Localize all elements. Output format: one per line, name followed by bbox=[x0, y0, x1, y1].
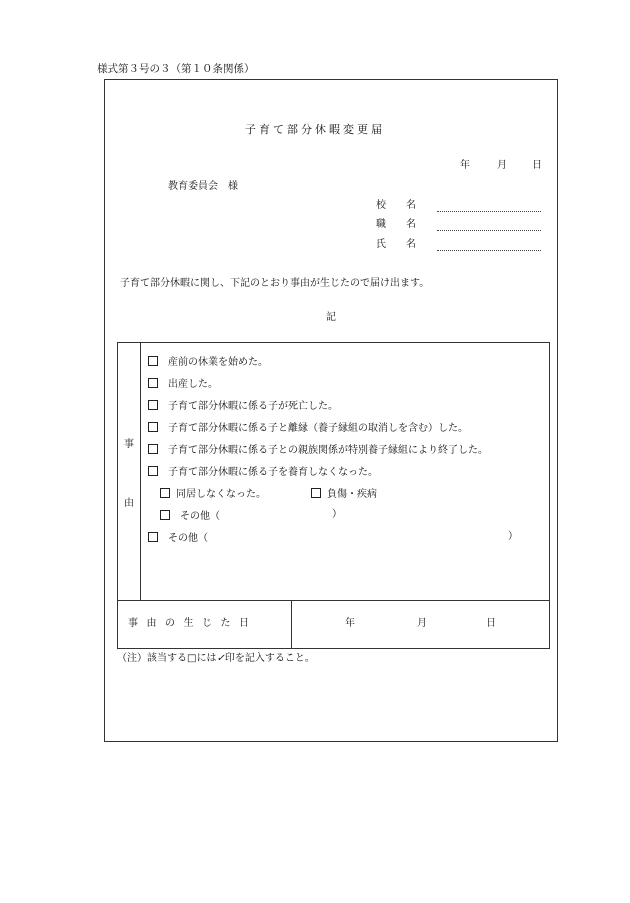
occurrence-label: 事由の生じた日 bbox=[128, 618, 258, 629]
option-label-5: 子育て部分休暇に係る子との親族関係が特別養子縁組により終了した。 bbox=[168, 445, 488, 456]
option-checkbox-1[interactable] bbox=[148, 356, 158, 366]
sub-option-injury[interactable] bbox=[311, 488, 377, 500]
name-field[interactable] bbox=[437, 250, 541, 251]
option-label-other-close: ） bbox=[508, 531, 518, 542]
option-row-other[interactable] bbox=[148, 532, 208, 544]
sub-checkbox-injury[interactable] bbox=[311, 488, 321, 498]
option-row-6[interactable] bbox=[148, 466, 378, 478]
option-checkbox-2[interactable] bbox=[148, 378, 158, 388]
sub-checkbox-other[interactable] bbox=[160, 510, 170, 520]
lead-text: 子育て部分休暇に関し、下記のとおり事由が生じたので届け出ます。 bbox=[120, 278, 430, 289]
option-checkbox-3[interactable] bbox=[148, 400, 158, 410]
form-title: 子育て部分休暇変更届 bbox=[245, 123, 385, 136]
occurrence-month-label: 月 bbox=[417, 618, 427, 629]
option-row-3[interactable] bbox=[148, 400, 338, 412]
option-label-other-open: その他（ bbox=[168, 533, 208, 544]
option-label-2: 出産した。 bbox=[168, 379, 218, 390]
option-row-5[interactable] bbox=[148, 444, 488, 456]
school-name-label: 校 名 bbox=[376, 200, 416, 211]
option-label-4: 子育て部分休暇に係る子と離縁（養子縁組の取消しを含む）した。 bbox=[168, 423, 468, 434]
option-checkbox-other[interactable] bbox=[148, 532, 158, 542]
sub-option-other[interactable] bbox=[160, 510, 220, 522]
note-prefix: （注）該当する□には bbox=[117, 653, 217, 664]
option-checkbox-5[interactable] bbox=[148, 444, 158, 454]
occurrence-day-label: 日 bbox=[486, 618, 496, 629]
note bbox=[117, 654, 315, 664]
sub-label-other-open: その他（ bbox=[180, 511, 220, 522]
note-suffix: 印を記入すること。 bbox=[224, 653, 315, 664]
option-row-4[interactable] bbox=[148, 422, 468, 434]
name-label: 氏 名 bbox=[376, 239, 416, 250]
school-name-field[interactable] bbox=[437, 211, 541, 212]
sub-checkbox-cohabit[interactable] bbox=[160, 488, 170, 498]
sub-option-cohabit[interactable] bbox=[160, 488, 266, 500]
option-row-2[interactable] bbox=[148, 378, 218, 390]
occurrence-column-divider bbox=[291, 600, 292, 649]
check-mark-icon: ✓ bbox=[216, 653, 225, 664]
option-checkbox-6[interactable] bbox=[148, 466, 158, 476]
option-row-1[interactable] bbox=[148, 356, 268, 368]
reason-column-divider bbox=[140, 342, 141, 600]
reason-label-char-1: 事 bbox=[124, 439, 134, 450]
ki-heading: 記 bbox=[326, 312, 336, 323]
position-label: 職 名 bbox=[376, 219, 416, 230]
form-code: 様式第３号の３（第１０条関係） bbox=[97, 63, 255, 75]
occurrence-year-label: 年 bbox=[345, 618, 355, 629]
sub-label-injury: 負傷・疾病 bbox=[327, 489, 377, 500]
option-label-3: 子育て部分休暇に係る子が死亡した。 bbox=[168, 401, 338, 412]
date-year-label: 年 bbox=[460, 160, 470, 171]
reason-label-char-2: 由 bbox=[124, 498, 134, 509]
reason-row-divider bbox=[117, 600, 550, 601]
option-label-6: 子育て部分休暇に係る子を養育しなくなった。 bbox=[168, 467, 378, 478]
option-label-1: 産前の休業を始めた。 bbox=[168, 357, 268, 368]
addressee: 教育委員会 様 bbox=[168, 181, 238, 192]
option-checkbox-4[interactable] bbox=[148, 422, 158, 432]
date-month-label: 月 bbox=[497, 160, 507, 171]
date-day-label: 日 bbox=[532, 160, 542, 171]
position-field[interactable] bbox=[437, 230, 541, 231]
sub-label-cohabit: 同居しなくなった。 bbox=[176, 489, 266, 500]
sub-label-other-close: ） bbox=[332, 509, 342, 520]
